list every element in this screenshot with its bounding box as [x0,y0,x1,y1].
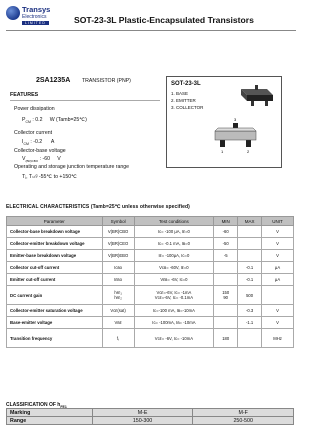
cell-max: -0.1 [238,262,262,274]
pin-1-label: 1. BASE [171,91,189,96]
cell-param: Base-emitter voltage [7,317,103,329]
classification-row [7,417,294,425]
cell-symbol: Vʙᴇ [102,317,134,329]
table-row [7,238,294,250]
cell-param: Transition frequency [7,329,103,348]
classification-cell-b: M-F [193,409,294,417]
cell-symbol: V(BR)EBO [102,250,134,262]
classification-body [7,409,294,425]
classification-cell-b: 250-500 [193,417,294,425]
power-value: : 0.2 [32,117,43,123]
cell-min [214,274,238,286]
cell-test-conditions: Iᴄ= -100mA, Iʙ= -10mA [134,317,214,329]
package-drawing [167,77,283,169]
cell-unit: μA [262,262,294,274]
cell-min: -60 [214,226,238,238]
cell-unit [262,286,294,305]
cell-param: Collector-base breakdown voltage [7,226,103,238]
voltage-unit: V [57,156,61,162]
cell-unit: V [262,238,294,250]
logo-limited: LIMITED [22,21,49,25]
title-divider [6,30,296,31]
cell-max [238,238,262,250]
cell-symbol: fₜ [102,329,134,348]
header-test-conditions: Test conditions [134,217,214,226]
package-diagram [166,76,282,168]
current-value: : -0.2 [30,139,43,145]
current-symbol-sub: CM [23,142,29,147]
classification-table [6,408,294,425]
cell-min: -50 [214,238,238,250]
cell-test-conditions: Vᴇʙ= -6V, Iᴄ=0 [134,274,214,286]
table-row [7,250,294,262]
cell-param: Collector-emitter saturation voltage [7,305,103,317]
classification-cell-label: Range [7,417,93,425]
cell-param: Collector cut-off current [7,262,103,274]
cell-test-conditions: Vᴄʙ= -60V, Iᴇ=0 [134,262,214,274]
cell-test-conditions: Iᴄ= -100 μA, Iᴇ=0 [134,226,214,238]
classification-cell-a: M-E [92,409,193,417]
logo-sub: Electronics [22,14,47,20]
cell-unit: V [262,305,294,317]
pin-number-3: 3 [234,117,237,122]
voltage-symbol-sub: (BR)CBO [25,159,39,164]
cell-unit: μA [262,274,294,286]
temp-label: Operating and storage junction temperature range [14,164,130,170]
header-unit: UNIT [262,217,294,226]
cell-test-conditions: Iᴄ= -0.1 mA, Iʙ=0 [134,238,214,250]
cell-min: 150 90 [214,286,238,305]
cell-max: -0.3 [238,305,262,317]
current-label: Collector current [14,130,53,136]
classification-cell-label: Marking [7,409,93,417]
cell-max: -0.1 [238,274,262,286]
table-row [7,286,294,305]
power-symbol-sub: CM [25,120,31,125]
part-type: TRANSISTOR (PNP) [82,78,131,84]
cell-unit: V [262,226,294,238]
temp-range: Tⱼ, Tₛₜᵍ -55℃ to +150℃ [22,174,77,180]
classification-cell-a: 150-300 [92,417,193,425]
features-heading: FEATURES [10,92,39,98]
package-3d-view [241,85,273,106]
current-unit: A [50,139,55,145]
power-spec [22,117,87,124]
classification-row [7,409,294,417]
cell-param: Collector-emitter breakdown voltage [7,238,103,250]
package-pinout-view [215,123,256,147]
cell-min: 180 [214,329,238,348]
cell-param: Emitter cut-off current [7,274,103,286]
header-parameter: Parameter [7,217,103,226]
cell-min [214,262,238,274]
header-symbol: Symbol [102,217,134,226]
part-number: 2SA1235A [36,77,71,84]
cell-param: DC current gain [7,286,103,305]
cell-symbol: Iᴄʙᴏ [102,262,134,274]
page-title: SOT-23-3L Plastic-Encapsulated Transistors [74,15,254,25]
cell-max [238,250,262,262]
pin-3-label: 3. COLLECTOR [171,105,204,110]
cell-param: Emitter-base breakdown voltage [7,250,103,262]
package-title: SOT-23-3L [171,81,201,87]
cell-unit: MHz [262,329,294,348]
power-symbol: P [22,117,26,123]
electrical-characteristics-table [6,216,294,348]
cell-test-conditions: Iᴇ= -100μA, Iᴄ=0 [134,250,214,262]
voltage-label: Collector-base voltage [14,148,66,154]
pin-number-2: 2 [247,149,250,154]
power-unit: W (Tamb=25℃) [49,117,87,123]
pin-2-label: 2. EMITTER [171,98,196,103]
cell-test-conditions: Iᴄ=-100 mA, Iʙ=-10mA [134,305,214,317]
table-row [7,329,294,348]
cell-max [238,329,262,348]
voltage-symbol: V [22,156,26,162]
table-row [7,226,294,238]
cell-unit: V [262,317,294,329]
header-max: MAX [238,217,262,226]
cell-test-conditions: Vᴄᴇ= -6V, Iᴄ= -10mA [134,329,214,348]
table-row [7,305,294,317]
cell-test-conditions: Vᴄᴇ=-6V, Iᴄ= -1mA Vᴄᴇ=-6V, Iᴄ= -0.1mA [134,286,214,305]
voltage-spec [22,156,61,163]
cell-unit: V [262,250,294,262]
cell-max [238,226,262,238]
classification-heading-text: CLASSIFICATION OF h [6,402,61,408]
globe-icon [6,6,20,20]
table-header-row [7,217,294,226]
cell-max: -1.1 [238,317,262,329]
cell-max: 500 [238,286,262,305]
power-label: Power dissipation [14,106,55,112]
table-body [7,226,294,348]
cell-min [214,317,238,329]
cell-symbol: V(BR)CEO [102,238,134,250]
cell-symbol: hғᴇ₁ hғᴇ₂ [102,286,134,305]
cell-min: -5 [214,250,238,262]
header-min: MIN [214,217,238,226]
table-row [7,262,294,274]
current-spec [22,139,54,146]
table-row [7,274,294,286]
features-divider [10,100,160,101]
cell-symbol: Iᴇʙᴏ [102,274,134,286]
cell-symbol: Vᴄᴇ(sat) [102,305,134,317]
logo-brand: Transys [22,5,51,14]
classification-heading-sub: FE1 [60,405,67,409]
pin-number-1: 1 [221,149,224,154]
voltage-value: : -60 [39,156,50,162]
cell-symbol: V(BR)CBO [102,226,134,238]
current-symbol: I [22,139,24,145]
cell-min [214,305,238,317]
electrical-characteristics-heading: ELECTRICAL CHARACTERISTICS (Tamb=25℃ unless otherwise specified) [6,204,190,210]
table-row [7,317,294,329]
